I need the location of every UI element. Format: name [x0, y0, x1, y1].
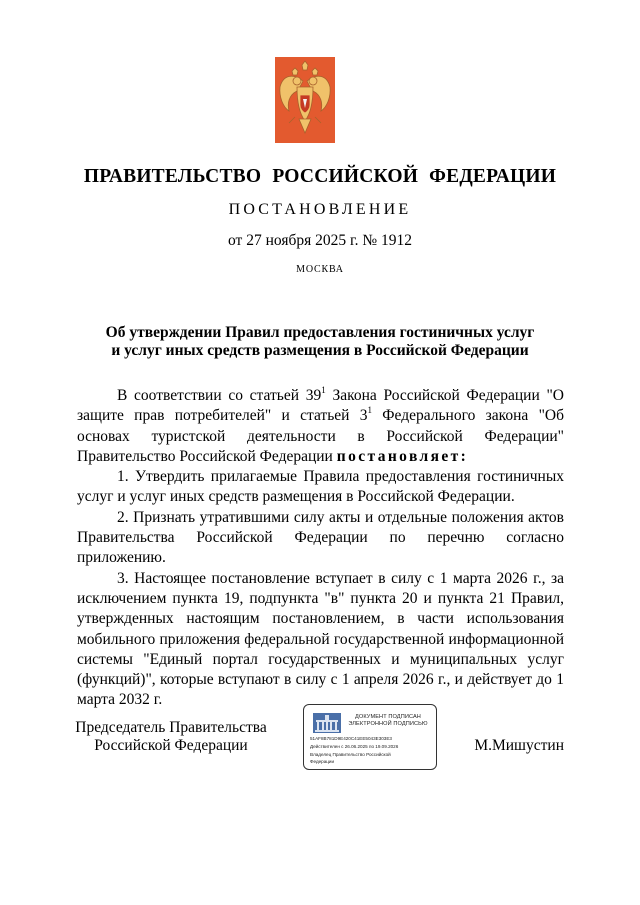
stamp-certificate-number: 51AF8B781D9E420C41EE5043E303E3: [310, 736, 392, 741]
stamp-owner-line-1: Владелец Правительство Российской: [310, 752, 391, 757]
superscript-2: 1: [367, 405, 372, 416]
signer-position-line-1: Председатель Правительства: [75, 719, 267, 736]
item-2-paragraph: 2. Признать утратившими силу акты и отдельные положения актов Правительства Российской Федерации по перечню согласно приложению.: [77, 508, 564, 567]
signer-position-line-2: Российской Федерации: [94, 737, 248, 754]
signer-name: М.Мишустин: [474, 737, 564, 754]
coat-of-arms-emblem: [275, 57, 335, 143]
preamble-text-a: В соответствии со статьей 39: [117, 387, 322, 404]
government-building-icon: [312, 712, 342, 734]
stamp-validity: Действителен с 26.06.2025 по 19.09.2026: [310, 744, 399, 749]
preamble-text-b: Закона Российской Федерации "О защите прав потребителей" и статьей 3: [77, 387, 564, 425]
stamp-details: [310, 735, 432, 766]
electronic-signature-stamp: [303, 704, 437, 770]
document-type: ПОСТАНОВЛЕНИЕ: [228, 201, 412, 218]
item-1-paragraph: 1. Утвердить прилагаемые Правила предоставления гостиничных услуг и услуг иных средств размещения в Российской Федерации.: [77, 468, 564, 506]
signer-position: [72, 719, 270, 755]
russian-coat-of-arms-icon: [275, 57, 335, 143]
stamp-title-line-2: ЭЛЕКТРОННОЙ ПОДПИСЬЮ: [348, 721, 428, 727]
document-subject: [0, 324, 640, 360]
superscript-1: 1: [321, 385, 326, 395]
subject-line-1: Об утверждении Правил предоставления гостиничных услуг: [105, 324, 535, 341]
issuing-city: МОСКВА: [296, 264, 344, 275]
preamble-text-c: Федерального закона "Об основах туристской деятельности в Российской Федерации" Правительство Российской Федерации: [77, 407, 564, 465]
stamp-owner-line-2: Федерации: [310, 759, 335, 764]
stamp-title: [342, 714, 434, 728]
document-date-number: от 27 ноября 2025 г. № 1912: [228, 232, 412, 249]
preamble-paragraph: [77, 386, 564, 467]
issuer-title: ПРАВИТЕЛЬСТВО РОССИЙСКОЙ ФЕДЕРАЦИИ: [83, 166, 557, 187]
stamp-title-line-1: ДОКУМЕНТ ПОДПИСАН: [355, 714, 421, 720]
document-body: [77, 386, 564, 711]
decree-word: постановляет:: [336, 447, 469, 465]
item-3-paragraph: 3. Настоящее постановление вступает в силу с 1 марта 2026 г., за исключением пункта 19, подпункта "в" пункта 20 и пункта 21 Правил, утвержденных настоящим постановлением, в части использования мобильного приложения федеральной государственной информационной системы "Единый портал государственных и муниципальных услуг (функций)", которые вступают в силу с 1 апреля 2026 г., и действует до 1 марта 2032 г.: [77, 569, 564, 709]
subject-line-2: и услуг иных средств размещения в Российской Федерации: [111, 342, 529, 359]
